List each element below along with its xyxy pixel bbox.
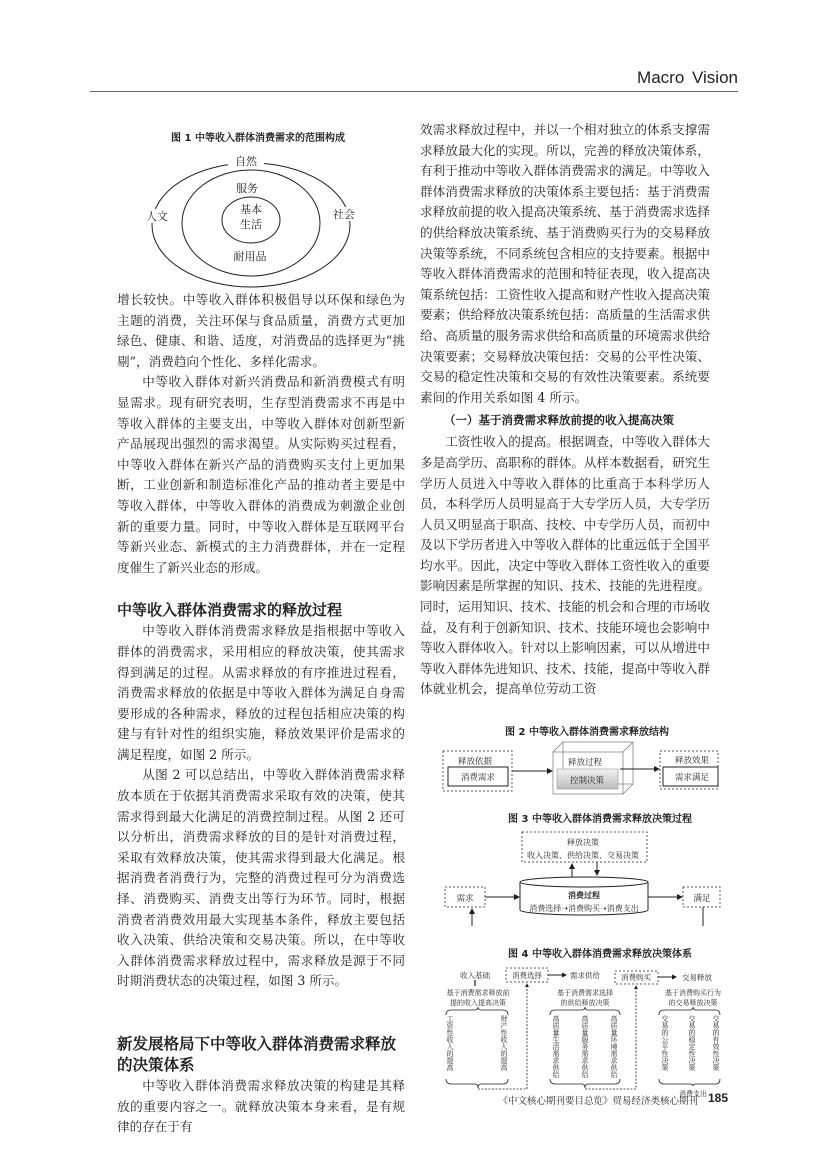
label-basic: 基本 bbox=[240, 203, 262, 216]
supply-item: 高质量环境需求供给 bbox=[610, 1015, 618, 1079]
trade-item: 交易的公平性决策 bbox=[661, 1015, 669, 1072]
supply-decision: 的供给释放决策 bbox=[560, 999, 610, 1008]
trade-node: 交易释放 bbox=[682, 973, 712, 983]
figure-1-scope-diagram bbox=[110, 125, 410, 290]
trade-item: 交易的有效性决策 bbox=[712, 1015, 720, 1072]
section-heading: 新发展格局下中等收入群体消费需求释放的决策体系 bbox=[117, 1035, 397, 1074]
basis-label: 释放依据 bbox=[457, 757, 493, 768]
section-heading: 中等收入群体消费需求的释放过程 bbox=[117, 601, 343, 620]
label-life: 生活 bbox=[240, 218, 262, 231]
purchase-node: 消费购买 bbox=[621, 973, 651, 983]
right-column bbox=[420, 120, 721, 1099]
satisfaction-node: 满足 bbox=[693, 894, 711, 905]
process-title: 消费过程 bbox=[568, 890, 600, 901]
figure-2-3-diagrams bbox=[430, 714, 720, 929]
supply-item: 高质量生活需求供给 bbox=[552, 1015, 560, 1079]
decision-items: 收入决策、供给决策、交易决策 bbox=[527, 851, 639, 861]
income-decision: 提的收入提高决策 bbox=[450, 999, 506, 1008]
label-nature: 自然 bbox=[235, 155, 257, 168]
supply-item: 高质量服务需求供给 bbox=[581, 1015, 589, 1079]
supply-node: 需求供给 bbox=[570, 971, 600, 981]
paragraph: 中等收入群体消费需求释放决策的构建是其释放的重要内容之一。就释放决策本身来看，是有规律的存在于有 bbox=[117, 1078, 405, 1135]
choice-node: 消费选择 bbox=[512, 971, 542, 981]
figure-3-caption: 图 3 中等收入群体消费需求释放决策过程 bbox=[508, 814, 692, 826]
demand-node: 需求 bbox=[456, 894, 474, 905]
process-value: 控制决策 bbox=[569, 776, 605, 787]
income-item: 工资性收入的提高 bbox=[446, 1015, 454, 1072]
left-column bbox=[117, 290, 405, 1138]
subsection-heading: （一）基于消费需求释放前提的收入提高决策 bbox=[444, 413, 674, 428]
figure-1-caption: 图 1 中等收入群体消费需求的范围构成 bbox=[171, 133, 345, 144]
figure-4-caption: 图 4 中等收入群体消费需求释放决策体系 bbox=[508, 949, 692, 961]
paragraph: 工资性收入的提高。根据调查，中等收入群体大多是高学历、高职称的群体。从样本数据看，研究生学历人员进入中等收入群体的比重高于本科学历人员，本科学历人员明显高于大专学历人员，大专学历人员又明显高于职高、技校、中专学历人员，而初中及以下学历者进入中等收入群体的比重远低于全国平均水平。因此，决定中等收入群体工资性收入的重要影响因素是所掌握的知识、技术、技能的先进程度。同时，运用知识、技术、技能的机会和合理的市场收益，及有利于创新知识、技术、技能环境也会影响中等收入群体收入。针对以上影响因素，可以从增进中等收入群体先进知识、技术、技能，提高中等收入群体就业机会，提高单位劳动工资 bbox=[420, 434, 710, 697]
figure-4-lines bbox=[430, 939, 721, 1099]
figure-2-caption: 图 2 中等收入群体消费需求释放结构 bbox=[505, 727, 669, 739]
expenditure-node: 消费支出 bbox=[679, 1090, 707, 1099]
figure-2 bbox=[443, 725, 718, 794]
label-durables: 耐用品 bbox=[233, 250, 267, 263]
figure-4-decision-system bbox=[430, 939, 721, 1099]
income-basis: 收入基础 bbox=[460, 971, 490, 981]
paragraph: 从图 2 可以总结出，中等收入群体消费需求释放本质在于依据其消费需求采取有效的决策，使其需求得到最大化满足的消费控制过程。从图 2 还可以分析出，消费需求释放的目的是针对消费过程，采取有效释放决策，使其需求得到最大化满足。根据消费者消费行为，完整的消费过程可分为消费选择、消费购买、消费支出等行为环节。同时，根据消费者消费效用最大实现基本条件，释放主要包括收入决策、供给决策和交易决策。所以，在中等收入群体消费需求释放过程中，需求释放是源于不同时期消费状态的决策过程，如图 3 所示。 bbox=[117, 767, 405, 989]
header-rule bbox=[90, 91, 738, 92]
trade-item: 交易的稳定性决策 bbox=[688, 1015, 696, 1072]
paragraph: 增长较快。中等收入群体积极倡导以环保和绿色为主题的消费，关注环保与食品质量，消费方式更加绿色、健康、和谐、适度，对消费品的选择更为“挑剔”，消费趋向个性化、多样化需求。 bbox=[117, 292, 405, 369]
paragraph: 中等收入群体消费需求释放是指根据中等收入群体的消费需求，采用相应的释放决策，使其需求得到满足的过程。从需求释放的有序推进过程看，消费需求释放的依据是中等收入群体为满足自身需要形成的各种需求，释放的过程包括相应决策的构建与有针对性的组织实施，释放效果评价是需求的满足程度，如图 2 所示。 bbox=[117, 623, 405, 762]
running-header: Macro Vision bbox=[637, 68, 738, 87]
income-decision: 基于消费需求释放前 bbox=[446, 989, 510, 998]
income-item: 财产性收入的提高 bbox=[500, 1015, 508, 1072]
process-label: 释放过程 bbox=[567, 758, 603, 769]
figure-3 bbox=[445, 812, 720, 926]
effect-label: 释放效果 bbox=[674, 756, 710, 767]
figures-block bbox=[430, 714, 721, 1099]
effect-value: 需求满足 bbox=[674, 773, 710, 784]
label-humanities: 人文 bbox=[146, 210, 168, 223]
trade-decision: 的交易释放决策 bbox=[668, 999, 718, 1008]
paragraph: 效需求释放过程中，并以一个相对独立的体系支撑需求释放最大化的实现。所以，完善的释放决策体系，有利于推动中等收入群体消费需求的满足。中等收入群体消费需求释放的决策体系主要包括：基于消费需求释放前提的收入提高决策系统、基于消费需求选择的供给释放决策系统、基于消费购买行为的交易释放决策等系统，不同系统包含相应的支持要素。根据中等收入群体消费需求的范围和特征表现，收入提高决策系统包括：工资性收入提高和财产性收入提高决策要素；供给释放决策系统包括：高质量的生活需求供给、高质量的服务需求供给和高质量的环境需求供给决策要素；交易释放决策包括：交易的公平性决策、交易的稳定性决策和交易的有效性决策要素。系统要素间的作用关系如图 4 所示。 bbox=[420, 122, 710, 405]
supply-decision: 基于消费需求选择 bbox=[557, 989, 613, 998]
journal-note: 《中文核心期刊要目总览》贸易经济类核心期刊 bbox=[498, 1096, 698, 1107]
paragraph: 中等收入群体对新兴消费品和新消费模式有明显需求。现有研究表明，生存型消费需求不再是中等收入群体的主要支出，中等收入群体对创新型新产品展现出强烈的需求渴望。从实际购买过程看，中等收入群体在新兴产品的消费购买支付上更加果断，工业创新和制造标准化产品的推动者主要是中等收入群体，中等收入群体的消费成为刺激企业创新的重要力量。同时，中等收入群体是互联网平台等新兴业态、新模式的主力消费群体，并在一定程度催生了新兴业态的形成。 bbox=[117, 374, 405, 575]
label-society: 社会 bbox=[333, 208, 355, 221]
label-service: 服务 bbox=[236, 182, 258, 195]
page-number: 185 bbox=[708, 1091, 729, 1105]
process-cube bbox=[553, 742, 633, 794]
basis-value: 消费需求 bbox=[460, 773, 496, 784]
process-steps: 消费选择➝消费购买➝消费支出 bbox=[529, 904, 639, 914]
trade-decision: 基于消费购买行为 bbox=[665, 989, 721, 998]
decision-title: 释放决策 bbox=[567, 838, 599, 848]
